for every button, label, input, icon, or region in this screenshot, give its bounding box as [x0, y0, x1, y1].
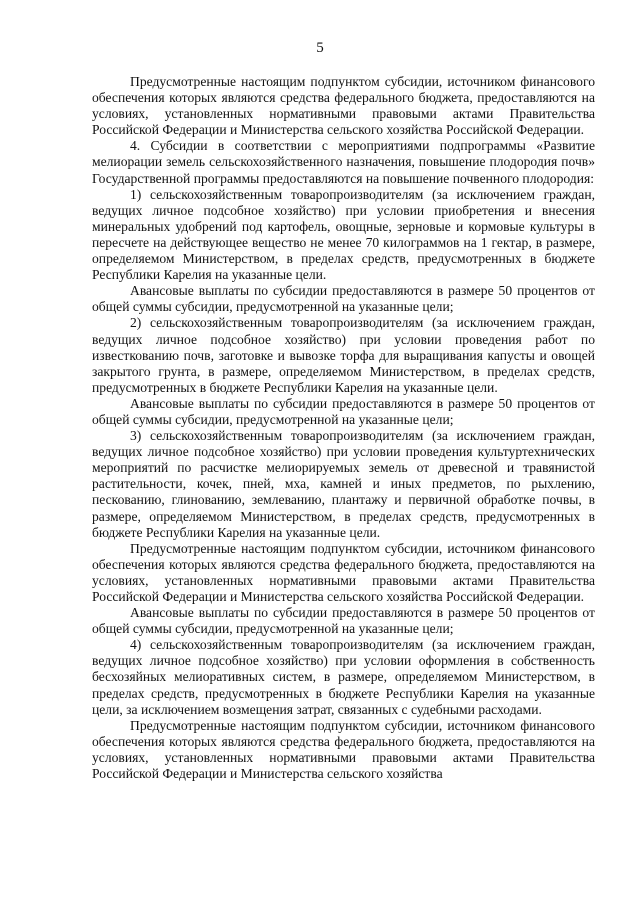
paragraph-federal-budget-note-1: Предусмотренные настоящим подпунктом субсидии, источником финансового обеспечения которых являются средства федерального бюджета, предоставляются на условиях, установленных нормативными правовыми актами Правительства Российской Федерации и Министерства сельского хозяйства Российской Федерации. [92, 74, 595, 138]
paragraph-advance-payments-2: Авансовые выплаты по субсидии предоставляются в размере 50 процентов от общей суммы субсидии, предусмотренной на указанные цели; [92, 395, 595, 427]
paragraph-subitem-4: 4) сельскохозяйственным товаропроизводителям (за исключением граждан, ведущих личное подсобное хозяйство) при условии оформления в собственность бесхозяйных мелиоративных систем, в размере, определяемом Министерством, в пределах средств, предусмотренных в бюджете Республики Карелия на указанные цели, за исключением возмещения затрат, связанных с судебными расходами. [92, 637, 595, 717]
page-number: 5 [316, 40, 324, 56]
paragraph-subitem-1: 1) сельскохозяйственным товаропроизводителям (за исключением граждан, ведущих личное подсобное хозяйство) при условии приобретения и внесения минеральных удобрений под картофель, овощные, зерновые и кормовые культуры в пересчете на действующее вещество не менее 70 килограммов на 1 гектар, в размере, определяемом Министерством, в пределах средств, предусмотренных в бюджете Республики Карелия на указанные цели. [92, 186, 595, 283]
paragraph-subitem-2: 2) сельскохозяйственным товаропроизводителям (за исключением граждан, ведущих личное подсобное хозяйство) при условии проведения работ по известкованию почв, заготовке и вывозке торфа для выращивания капусты и овощей закрытого грунта, в размере, определяемом Министерством, в пределах средств, предусмотренных в бюджете Республики Карелия на указанные цели. [92, 315, 595, 395]
paragraph-advance-payments-1: Авансовые выплаты по субсидии предоставляются в размере 50 процентов от общей суммы субсидии, предусмотренной на указанные цели; [92, 283, 595, 315]
paragraph-federal-budget-note-3: Предусмотренные настоящим подпунктом субсидии, источником финансового обеспечения которых являются средства федерального бюджета, предоставляются на условиях, установленных нормативными правовыми актами Правительства Российской Федерации и Министерства сельского хозяйства [92, 717, 595, 782]
paragraph-federal-budget-note-2: Предусмотренные настоящим подпунктом субсидии, источником финансового обеспечения которых являются средства федерального бюджета, предоставляются на условиях, установленных нормативными правовыми актами Правительства Российской Федерации и Министерства сельского хозяйства Российской Федерации. [92, 540, 595, 604]
document-body [92, 74, 595, 782]
paragraph-advance-payments-3: Авансовые выплаты по субсидии предоставляются в размере 50 процентов от общей суммы субсидии, предусмотренной на указанные цели; [92, 605, 595, 637]
paragraph-subitem-3: 3) сельскохозяйственным товаропроизводителям (за исключением граждан, ведущих личное подсобное хозяйство) при условии проведения культуртехнических мероприятий по расчистке мелиорируемых земель от древесной и травянистой растительности, кочек, пней, мха, камней и иных предметов, по рыхлению, пескованию, глинованию, землеванию, плантажу и первичной обработке почвы, в размере, определяемом Министерством, в пределах средств, предусмотренных в бюджете Республики Карелия на указанные цели. [92, 428, 595, 540]
paragraph-item-4-intro: 4. Субсидии в соответствии с мероприятиями подпрограммы «Развитие мелиорации земель сельскохозяйственного назначения, повышение плодородия почв» Государственной программы предоставляются на повышение почвенного плодородия: [92, 138, 595, 186]
